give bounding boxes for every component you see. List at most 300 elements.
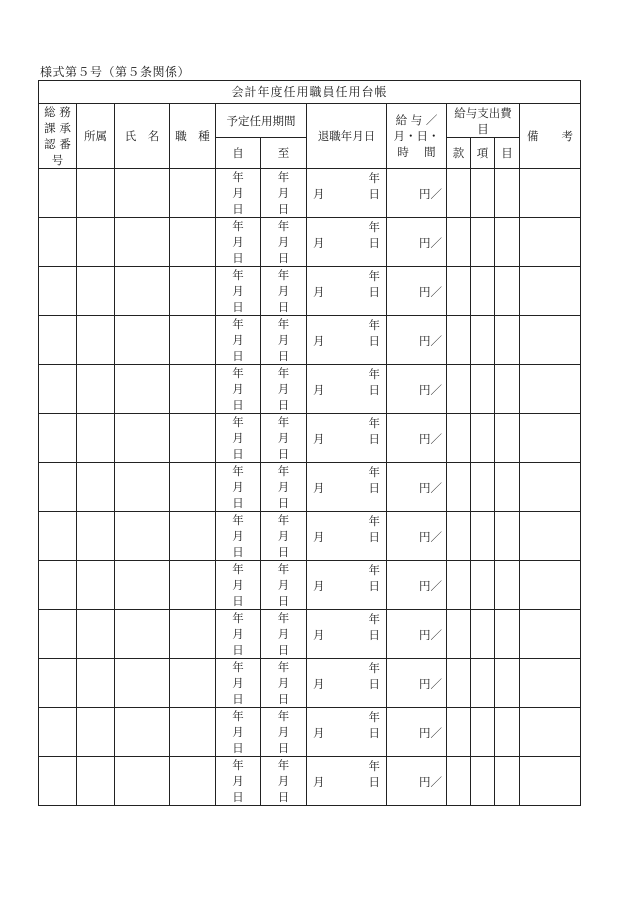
from-date-cell[interactable] <box>216 365 261 414</box>
year-label: 年 <box>232 660 244 674</box>
moku-cell[interactable] <box>495 218 520 267</box>
day-label: 日 <box>232 692 244 706</box>
job-type-cell[interactable] <box>170 708 216 757</box>
kan-cell[interactable] <box>447 463 471 512</box>
pay-cell[interactable] <box>387 316 447 365</box>
day-label: 日 <box>277 300 290 314</box>
to-date-cell[interactable] <box>261 365 307 414</box>
table-row <box>39 365 581 414</box>
pay-unit-label: 円／ <box>419 578 442 593</box>
header-approval-number-line: 号 <box>51 153 64 167</box>
from-date-cell[interactable] <box>216 561 261 610</box>
name-cell[interactable] <box>115 414 170 463</box>
table-row <box>39 561 581 610</box>
kan-cell[interactable] <box>447 561 471 610</box>
year-label: 年 <box>368 513 380 528</box>
day-label: 日 <box>232 545 244 559</box>
name-cell[interactable] <box>115 267 170 316</box>
table-row <box>39 610 581 659</box>
year-label: 年 <box>277 219 290 233</box>
retirement-date-cell[interactable] <box>307 561 387 610</box>
day-label: 日 <box>232 594 244 608</box>
header-approval-number <box>39 104 77 169</box>
department-cell[interactable] <box>77 169 115 218</box>
month-label: 月 <box>313 333 325 348</box>
month-label: 月 <box>313 725 325 740</box>
header-from: 自 <box>216 138 261 169</box>
to-date-cell[interactable] <box>261 463 307 512</box>
month-label: 月 <box>313 480 325 495</box>
appointment-ledger-table <box>38 80 581 806</box>
approval-number-cell[interactable] <box>39 169 77 218</box>
year-label: 年 <box>232 758 244 772</box>
pay-cell[interactable] <box>387 659 447 708</box>
month-label: 月 <box>277 725 290 739</box>
department-cell[interactable] <box>77 414 115 463</box>
day-label: 日 <box>277 545 290 559</box>
remarks-cell[interactable] <box>520 561 581 610</box>
from-date-cell[interactable] <box>216 463 261 512</box>
year-label: 年 <box>368 709 380 724</box>
moku-cell[interactable] <box>495 267 520 316</box>
day-label: 日 <box>277 447 290 461</box>
name-cell[interactable] <box>115 610 170 659</box>
header-pay <box>387 104 447 169</box>
approval-number-cell[interactable] <box>39 463 77 512</box>
retirement-date-cell[interactable] <box>307 659 387 708</box>
from-date-cell[interactable] <box>216 610 261 659</box>
approval-number-cell[interactable] <box>39 610 77 659</box>
moku-cell[interactable] <box>495 659 520 708</box>
retirement-date-cell[interactable] <box>307 365 387 414</box>
department-cell[interactable] <box>77 316 115 365</box>
year-label: 年 <box>277 562 290 576</box>
kou-cell[interactable] <box>471 757 495 806</box>
to-date-cell[interactable] <box>261 218 307 267</box>
header-pay-line: 給 与 ／ <box>395 113 438 127</box>
day-label: 日 <box>368 725 380 740</box>
kou-cell[interactable] <box>471 561 495 610</box>
to-date-cell[interactable] <box>261 267 307 316</box>
to-date-cell[interactable] <box>261 316 307 365</box>
kou-cell[interactable] <box>471 267 495 316</box>
pay-unit-label: 円／ <box>419 725 442 740</box>
job-type-cell[interactable] <box>170 659 216 708</box>
retirement-date-cell[interactable] <box>307 708 387 757</box>
remarks-cell[interactable] <box>520 414 581 463</box>
to-date-cell[interactable] <box>261 169 307 218</box>
day-label: 日 <box>368 333 380 348</box>
year-label: 年 <box>232 709 244 723</box>
moku-cell[interactable] <box>495 708 520 757</box>
pay-cell[interactable] <box>387 708 447 757</box>
pay-unit-label: 円／ <box>419 333 442 348</box>
approval-number-cell[interactable] <box>39 708 77 757</box>
pay-cell[interactable] <box>387 561 447 610</box>
table-row <box>39 512 581 561</box>
to-date-cell[interactable] <box>261 414 307 463</box>
month-label: 月 <box>232 431 244 445</box>
approval-number-cell[interactable] <box>39 365 77 414</box>
kou-cell[interactable] <box>471 316 495 365</box>
month-label: 月 <box>277 627 290 641</box>
month-label: 月 <box>232 480 244 494</box>
day-label: 日 <box>277 741 290 755</box>
year-label: 年 <box>368 415 380 430</box>
department-cell[interactable] <box>77 659 115 708</box>
approval-number-cell[interactable] <box>39 561 77 610</box>
month-label: 月 <box>277 578 290 592</box>
kou-cell[interactable] <box>471 169 495 218</box>
kan-cell[interactable] <box>447 757 471 806</box>
month-label: 月 <box>232 627 244 641</box>
day-label: 日 <box>368 235 380 250</box>
job-type-cell[interactable] <box>170 414 216 463</box>
retirement-date-cell[interactable] <box>307 757 387 806</box>
month-label: 月 <box>277 431 290 445</box>
table-row <box>39 757 581 806</box>
kou-cell[interactable] <box>471 414 495 463</box>
pay-cell[interactable] <box>387 414 447 463</box>
month-label: 月 <box>232 382 244 396</box>
form-number-label: 様式第５号（第５条関係） <box>40 65 191 79</box>
kan-cell[interactable] <box>447 610 471 659</box>
approval-number-cell[interactable] <box>39 757 77 806</box>
moku-cell[interactable] <box>495 169 520 218</box>
kou-cell[interactable] <box>471 463 495 512</box>
year-label: 年 <box>368 611 380 626</box>
month-label: 月 <box>277 676 290 690</box>
pay-cell[interactable] <box>387 463 447 512</box>
year-label: 年 <box>232 366 244 380</box>
table-row <box>39 169 581 218</box>
day-label: 日 <box>232 349 244 363</box>
day-label: 日 <box>277 643 290 657</box>
kan-cell[interactable] <box>447 218 471 267</box>
retirement-date-cell[interactable] <box>307 512 387 561</box>
remarks-cell[interactable] <box>520 659 581 708</box>
month-label: 月 <box>232 333 244 347</box>
year-label: 年 <box>277 611 290 625</box>
department-cell[interactable] <box>77 757 115 806</box>
department-cell[interactable] <box>77 267 115 316</box>
day-label: 日 <box>368 186 380 201</box>
month-label: 月 <box>277 480 290 494</box>
day-label: 日 <box>277 202 290 216</box>
moku-cell[interactable] <box>495 365 520 414</box>
approval-number-cell[interactable] <box>39 218 77 267</box>
remarks-cell[interactable] <box>520 512 581 561</box>
day-label: 日 <box>232 300 244 314</box>
kan-cell[interactable] <box>447 169 471 218</box>
approval-number-cell[interactable] <box>39 414 77 463</box>
header-kou: 項 <box>471 138 495 169</box>
to-date-cell[interactable] <box>261 561 307 610</box>
day-label: 日 <box>232 251 244 265</box>
pay-unit-label: 円／ <box>419 382 442 397</box>
day-label: 日 <box>368 627 380 642</box>
job-type-cell[interactable] <box>170 316 216 365</box>
day-label: 日 <box>277 349 290 363</box>
moku-cell[interactable] <box>495 414 520 463</box>
name-cell[interactable] <box>115 169 170 218</box>
to-date-cell[interactable] <box>261 659 307 708</box>
from-date-cell[interactable] <box>216 414 261 463</box>
pay-unit-label: 円／ <box>419 235 442 250</box>
header-pay-line: 月・日・ <box>393 129 440 143</box>
table-row <box>39 414 581 463</box>
retirement-date-cell[interactable] <box>307 169 387 218</box>
department-cell[interactable] <box>77 610 115 659</box>
day-label: 日 <box>277 398 290 412</box>
approval-number-cell[interactable] <box>39 659 77 708</box>
month-label: 月 <box>313 774 325 789</box>
month-label: 月 <box>313 529 325 544</box>
pay-unit-label: 円／ <box>419 529 442 544</box>
job-type-cell[interactable] <box>170 757 216 806</box>
department-cell[interactable] <box>77 708 115 757</box>
month-label: 月 <box>232 725 244 739</box>
from-date-cell[interactable] <box>216 316 261 365</box>
year-label: 年 <box>277 758 290 772</box>
retirement-date-cell[interactable] <box>307 316 387 365</box>
year-label: 年 <box>277 464 290 478</box>
day-label: 日 <box>232 643 244 657</box>
header-approval-number-line: 認 番 <box>44 137 71 151</box>
year-label: 年 <box>368 317 380 332</box>
year-label: 年 <box>368 464 380 479</box>
kan-cell[interactable] <box>447 512 471 561</box>
moku-cell[interactable] <box>495 463 520 512</box>
job-type-cell[interactable] <box>170 169 216 218</box>
name-cell[interactable] <box>115 561 170 610</box>
from-date-cell[interactable] <box>216 708 261 757</box>
job-type-cell[interactable] <box>170 561 216 610</box>
day-label: 日 <box>368 676 380 691</box>
kan-cell[interactable] <box>447 365 471 414</box>
month-label: 月 <box>232 235 244 249</box>
from-date-cell[interactable] <box>216 218 261 267</box>
day-label: 日 <box>368 774 380 789</box>
pay-cell[interactable] <box>387 267 447 316</box>
retirement-date-cell[interactable] <box>307 414 387 463</box>
name-cell[interactable] <box>115 463 170 512</box>
month-label: 月 <box>232 186 244 200</box>
pay-unit-label: 円／ <box>419 186 442 201</box>
year-label: 年 <box>277 268 290 282</box>
approval-number-cell[interactable] <box>39 512 77 561</box>
pay-unit-label: 円／ <box>419 480 442 495</box>
department-cell[interactable] <box>77 561 115 610</box>
from-date-cell[interactable] <box>216 757 261 806</box>
header-budget-line: 給与支出費 <box>454 105 512 120</box>
month-label: 月 <box>277 774 290 788</box>
year-label: 年 <box>232 415 244 429</box>
remarks-cell[interactable] <box>520 316 581 365</box>
month-label: 月 <box>277 529 290 543</box>
month-label: 月 <box>277 284 290 298</box>
to-date-cell[interactable] <box>261 610 307 659</box>
month-label: 月 <box>277 333 290 347</box>
remarks-cell[interactable] <box>520 169 581 218</box>
header-name: 氏 名 <box>115 104 170 169</box>
day-label: 日 <box>277 692 290 706</box>
remarks-cell[interactable] <box>520 708 581 757</box>
month-label: 月 <box>232 676 244 690</box>
pay-cell[interactable] <box>387 218 447 267</box>
name-cell[interactable] <box>115 218 170 267</box>
job-type-cell[interactable] <box>170 365 216 414</box>
moku-cell[interactable] <box>495 316 520 365</box>
header-moku: 目 <box>495 138 520 169</box>
year-label: 年 <box>368 562 380 577</box>
to-date-cell[interactable] <box>261 708 307 757</box>
kan-cell[interactable] <box>447 708 471 757</box>
year-label: 年 <box>368 366 380 381</box>
approval-number-cell[interactable] <box>39 267 77 316</box>
year-label: 年 <box>368 758 380 773</box>
name-cell[interactable] <box>115 365 170 414</box>
table-title: 会計年度任用職員任用台帳 <box>39 81 581 104</box>
pay-unit-label: 円／ <box>419 431 442 446</box>
day-label: 日 <box>277 790 290 804</box>
kou-cell[interactable] <box>471 218 495 267</box>
to-date-cell[interactable] <box>261 512 307 561</box>
month-label: 月 <box>313 382 325 397</box>
header-kan: 款 <box>447 138 471 169</box>
day-label: 日 <box>232 202 244 216</box>
kou-cell[interactable] <box>471 610 495 659</box>
name-cell[interactable] <box>115 512 170 561</box>
header-pay-line: 時 間 <box>397 145 436 159</box>
header-approval-number-line: 課 承 <box>44 121 71 135</box>
kou-cell[interactable] <box>471 708 495 757</box>
year-label: 年 <box>277 660 290 674</box>
name-cell[interactable] <box>115 316 170 365</box>
moku-cell[interactable] <box>495 512 520 561</box>
retirement-date-cell[interactable] <box>307 463 387 512</box>
day-label: 日 <box>368 578 380 593</box>
approval-number-cell[interactable] <box>39 316 77 365</box>
job-type-cell[interactable] <box>170 463 216 512</box>
pay-unit-label: 円／ <box>419 676 442 691</box>
pay-cell[interactable] <box>387 169 447 218</box>
day-label: 日 <box>232 496 244 510</box>
pay-unit-label: 円／ <box>419 627 442 642</box>
from-date-cell[interactable] <box>216 512 261 561</box>
department-cell[interactable] <box>77 512 115 561</box>
pay-cell[interactable] <box>387 610 447 659</box>
month-label: 月 <box>277 382 290 396</box>
table-row <box>39 708 581 757</box>
year-label: 年 <box>277 170 290 184</box>
remarks-cell[interactable] <box>520 610 581 659</box>
day-label: 日 <box>368 431 380 446</box>
year-label: 年 <box>232 513 244 527</box>
retirement-date-cell[interactable] <box>307 218 387 267</box>
year-label: 年 <box>277 317 290 331</box>
pay-cell[interactable] <box>387 365 447 414</box>
month-label: 月 <box>232 578 244 592</box>
kan-cell[interactable] <box>447 414 471 463</box>
pay-unit-label: 円／ <box>419 284 442 299</box>
day-label: 日 <box>368 284 380 299</box>
kou-cell[interactable] <box>471 659 495 708</box>
job-type-cell[interactable] <box>170 610 216 659</box>
month-label: 月 <box>313 431 325 446</box>
name-cell[interactable] <box>115 708 170 757</box>
table-row <box>39 267 581 316</box>
year-label: 年 <box>232 562 244 576</box>
kan-cell[interactable] <box>447 659 471 708</box>
job-type-cell[interactable] <box>170 218 216 267</box>
job-type-cell[interactable] <box>170 512 216 561</box>
day-label: 日 <box>368 382 380 397</box>
day-label: 日 <box>232 447 244 461</box>
table-row <box>39 463 581 512</box>
year-label: 年 <box>277 415 290 429</box>
day-label: 日 <box>277 251 290 265</box>
moku-cell[interactable] <box>495 757 520 806</box>
day-label: 日 <box>368 529 380 544</box>
year-label: 年 <box>368 268 380 283</box>
name-cell[interactable] <box>115 659 170 708</box>
department-cell[interactable] <box>77 218 115 267</box>
from-date-cell[interactable] <box>216 267 261 316</box>
to-date-cell[interactable] <box>261 757 307 806</box>
remarks-cell[interactable] <box>520 463 581 512</box>
year-label: 年 <box>277 366 290 380</box>
job-type-cell[interactable] <box>170 267 216 316</box>
remarks-cell[interactable] <box>520 267 581 316</box>
header-planned-period: 予定任用期間 <box>216 104 307 138</box>
pay-unit-label: 円／ <box>419 774 442 789</box>
kou-cell[interactable] <box>471 365 495 414</box>
year-label: 年 <box>232 268 244 282</box>
pay-cell[interactable] <box>387 757 447 806</box>
remarks-cell[interactable] <box>520 218 581 267</box>
pay-cell[interactable] <box>387 512 447 561</box>
kan-cell[interactable] <box>447 267 471 316</box>
moku-cell[interactable] <box>495 561 520 610</box>
table-row <box>39 659 581 708</box>
remarks-cell[interactable] <box>520 365 581 414</box>
kan-cell[interactable] <box>447 316 471 365</box>
header-remarks: 備 考 <box>520 104 581 169</box>
month-label: 月 <box>313 284 325 299</box>
moku-cell[interactable] <box>495 610 520 659</box>
month-label: 月 <box>313 627 325 642</box>
header-department: 所属 <box>77 104 115 169</box>
day-label: 日 <box>277 594 290 608</box>
from-date-cell[interactable] <box>216 659 261 708</box>
kou-cell[interactable] <box>471 512 495 561</box>
department-cell[interactable] <box>77 365 115 414</box>
month-label: 月 <box>277 235 290 249</box>
retirement-date-cell[interactable] <box>307 267 387 316</box>
department-cell[interactable] <box>77 463 115 512</box>
remarks-cell[interactable] <box>520 757 581 806</box>
day-label: 日 <box>277 496 290 510</box>
from-date-cell[interactable] <box>216 169 261 218</box>
month-label: 月 <box>232 529 244 543</box>
month-label: 月 <box>232 284 244 298</box>
day-label: 日 <box>232 741 244 755</box>
name-cell[interactable] <box>115 757 170 806</box>
month-label: 月 <box>313 676 325 691</box>
retirement-date-cell[interactable] <box>307 610 387 659</box>
month-label: 月 <box>313 235 325 250</box>
